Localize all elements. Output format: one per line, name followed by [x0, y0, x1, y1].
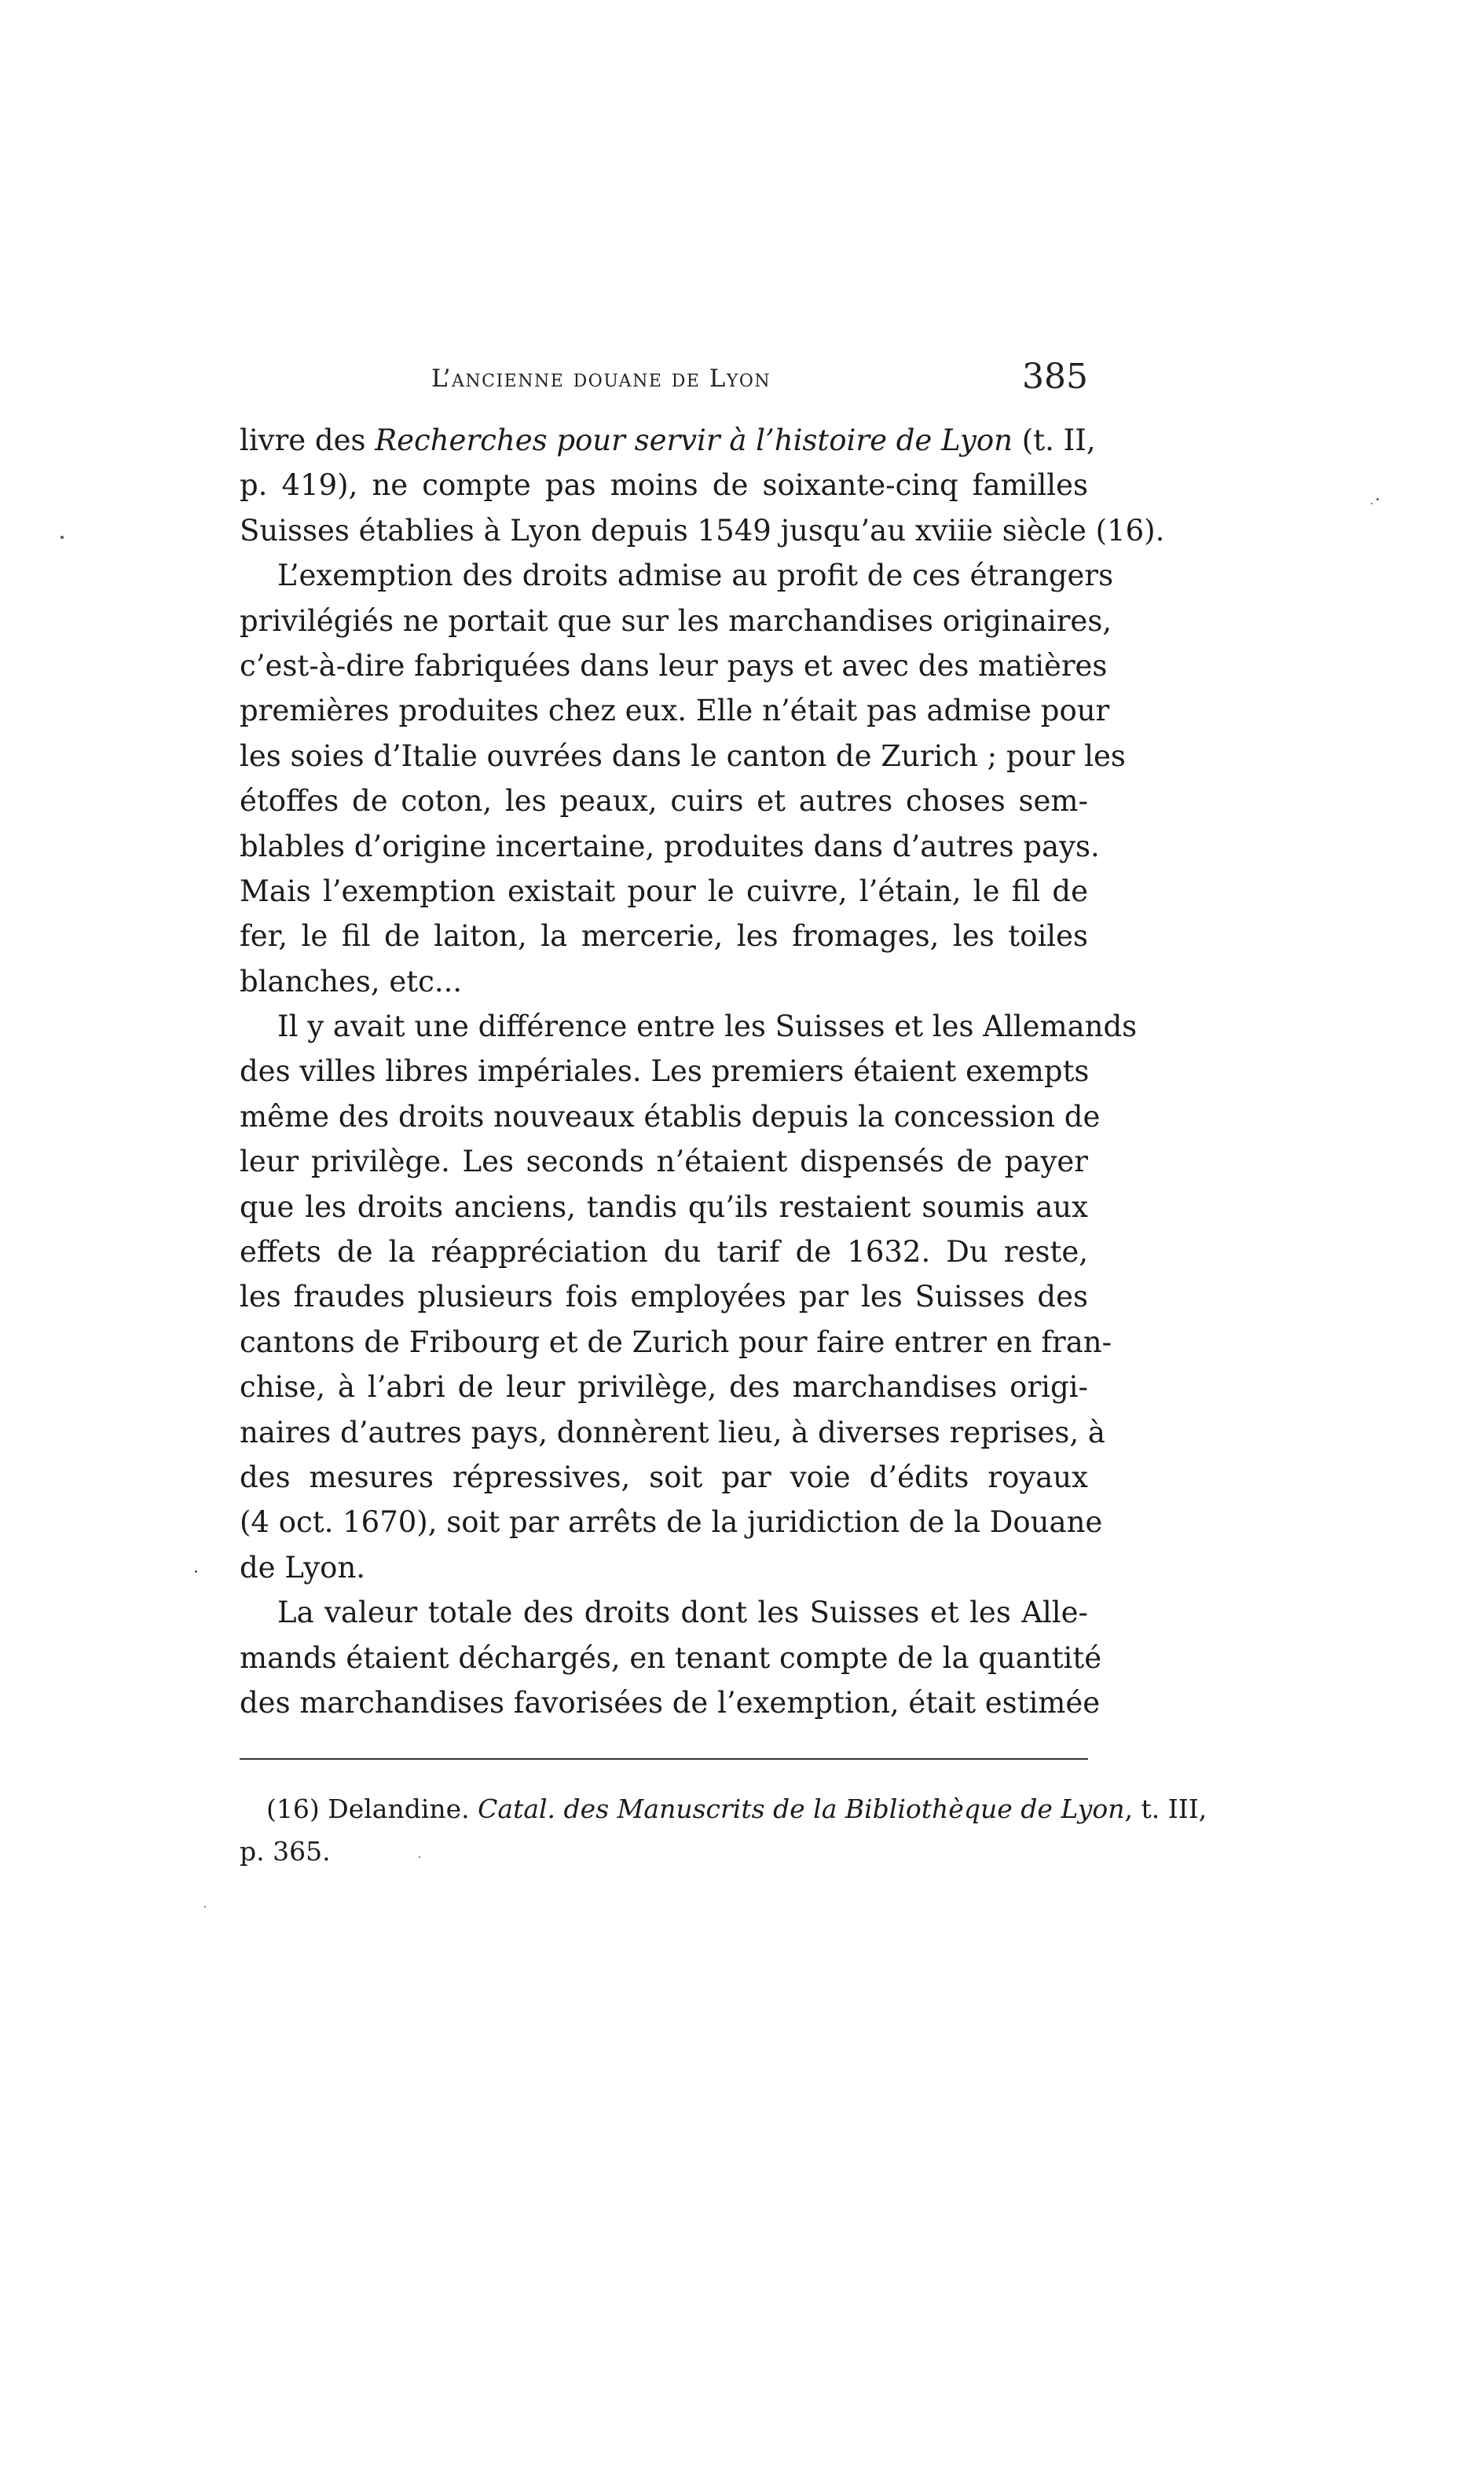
text-line	[240, 1455, 1088, 1500]
line-text: blanches, etc...	[240, 964, 463, 998]
line-text: mands étaient déchargés, en tenant compte de la quantité	[240, 1640, 1102, 1675]
line-text: privilégiés ne portait que sur les marchandises originaires,	[240, 603, 1112, 638]
text-line	[240, 508, 1165, 553]
paper-speck	[419, 1856, 420, 1858]
text-line	[240, 1185, 1088, 1229]
text-line	[240, 1680, 1101, 1725]
text-line	[240, 1500, 1103, 1544]
line-text: des villes libres impériales. Les premiers étaient exempts	[240, 1054, 1090, 1089]
text-line	[240, 1049, 1088, 1094]
footnote-line	[240, 1830, 1088, 1873]
text-line	[240, 1139, 1088, 1184]
text-line	[240, 1636, 1102, 1680]
line-text: Suisses établies à Lyon depuis 1549 jusqu’au xviiie siècle (16).	[240, 513, 1165, 548]
line-text: cantons de Fribourg et de Zurich pour faire entrer en fran-	[240, 1325, 1112, 1359]
paper-speck	[195, 1570, 197, 1573]
line-text: premières produites chez eux. Elle n’était pas admise pour	[240, 694, 1110, 728]
text-line	[240, 418, 1096, 463]
text-line	[240, 688, 1110, 733]
line-text: blables d’origine incertaine, produites dans d’autres pays.	[240, 829, 1100, 863]
paper-speck	[1376, 498, 1379, 500]
line-text: étoffes de coton, les peaux, cuirs et autres choses sem-	[240, 784, 1088, 819]
line-text: que les droits anciens, tandis qu’ils restaient soumis aux	[240, 1189, 1088, 1224]
line-text: effets de la réappréciation du tarif de 1632. Du reste,	[240, 1235, 1088, 1270]
text-line	[240, 553, 1114, 598]
text-line	[240, 1365, 1088, 1409]
line-text: Il y avait une différence entre les Suisses et les Allemands	[277, 1009, 1138, 1044]
text-line	[240, 1590, 1088, 1635]
text-line	[240, 914, 1088, 958]
text-line	[240, 959, 1088, 1004]
footnote	[240, 1788, 1207, 1873]
italic-text: Catal. des Manuscrits de la Bibliothèque de Lyon	[478, 1794, 1125, 1824]
text-line	[240, 1004, 1138, 1049]
running-head	[240, 355, 1088, 410]
line-text: Mais l’exemption existait pour le cuivre, l’étain, le fil de	[240, 874, 1088, 908]
line-text: chise, à l’abri de leur privilège, des marchandises origi-	[240, 1370, 1088, 1405]
line-text: livre des	[240, 423, 376, 457]
text-line	[240, 1274, 1088, 1319]
line-text: (16) Delandine.	[266, 1794, 478, 1824]
line-text: c’est-à-dire fabriquées dans leur pays et avec des matières	[240, 648, 1108, 683]
line-text: même des droits nouveaux établis depuis la concession de	[240, 1099, 1101, 1134]
line-text: fer, le fil de laiton, la mercerie, les fromages, les toiles	[240, 919, 1088, 954]
text-line	[240, 1545, 1088, 1590]
text-line	[240, 869, 1088, 914]
text-line	[240, 1094, 1101, 1139]
page-number: 385	[1022, 357, 1088, 397]
text-line	[240, 779, 1088, 823]
text-line	[240, 599, 1112, 643]
paper-speck	[204, 1906, 206, 1907]
body-text	[240, 418, 1165, 1725]
line-text: p. 419), ne compte pas moins de soixante-cinq familles	[240, 468, 1088, 503]
text-line	[240, 463, 1088, 507]
text-line	[240, 643, 1108, 688]
text-line	[240, 1410, 1105, 1455]
line-text: naires d’autres pays, donnèrent lieu, à diverses reprises, à	[240, 1415, 1105, 1449]
footnote-rule	[240, 1758, 1088, 1760]
italic-text: Recherches pour servir à l’histoire de Lyon	[375, 423, 1013, 457]
line-text: des mesures répressives, soit par voie d’édits royaux	[240, 1460, 1088, 1494]
line-text: , t. III,	[1124, 1794, 1207, 1824]
line-text: de Lyon.	[240, 1550, 366, 1585]
line-text: L’exemption des droits admise au profit de ces étrangers	[277, 559, 1114, 593]
text-line	[240, 1320, 1112, 1365]
text-line	[240, 734, 1126, 779]
line-text: (t. II,	[1013, 423, 1096, 457]
text-line	[240, 1229, 1088, 1274]
footnote-line	[240, 1788, 1207, 1830]
paper-speck	[60, 536, 64, 539]
line-text: des marchandises favorisées de l’exemption, était estimée	[240, 1685, 1101, 1720]
paper-speck	[1371, 503, 1372, 504]
text-line	[240, 824, 1100, 869]
line-text: p. 365.	[240, 1836, 331, 1867]
line-text: leur privilège. Les seconds n’étaient dispensés de payer	[240, 1145, 1088, 1179]
line-text: les fraudes plusieurs fois employées par les Suisses des	[240, 1280, 1088, 1314]
line-text: (4 oct. 1670), soit par arrêts de la juridiction de la Douane	[240, 1505, 1103, 1540]
running-title: L’ancienne douane de Lyon	[431, 365, 771, 393]
line-text: les soies d’Italie ouvrées dans le canton de Zurich ; pour les	[240, 738, 1126, 773]
line-text: La valeur totale des droits dont les Suisses et les Alle-	[277, 1596, 1088, 1630]
